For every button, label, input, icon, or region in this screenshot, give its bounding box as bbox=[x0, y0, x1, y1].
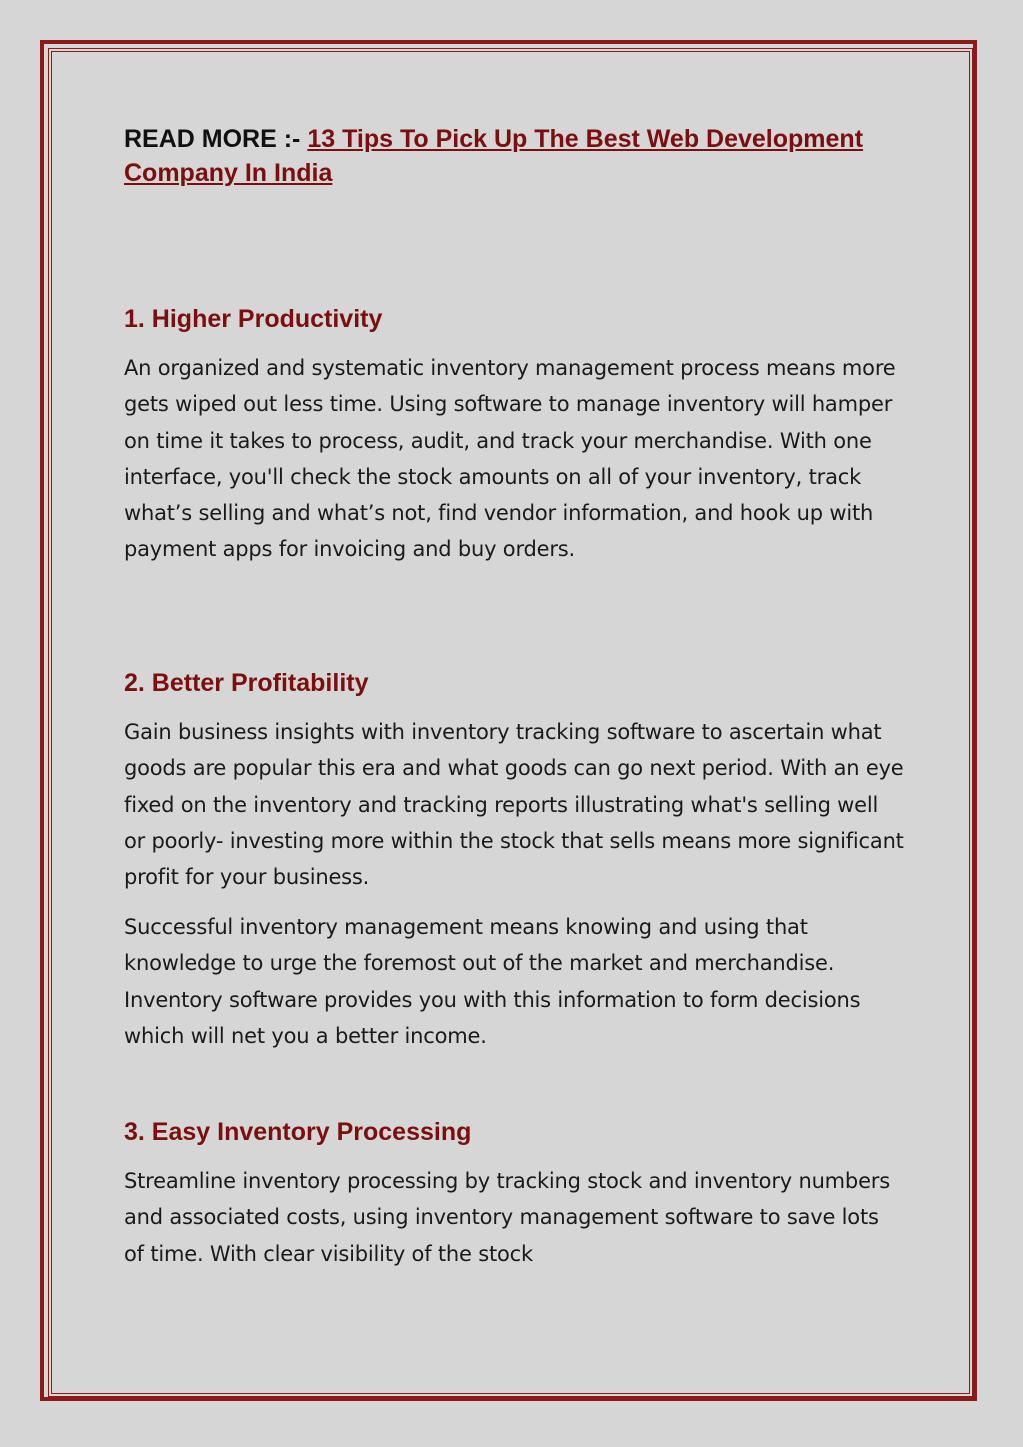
section-heading-higher-productivity: 1. Higher Productivity bbox=[124, 305, 383, 333]
section-heading-easy-inventory-processing: 3. Easy Inventory Processing bbox=[124, 1118, 472, 1146]
read-more-prefix: READ MORE :- bbox=[124, 125, 308, 153]
section-heading-better-profitability: 2. Better Profitability bbox=[124, 669, 369, 697]
read-more-line bbox=[124, 122, 904, 190]
section-paragraph: An organized and systematic inventory management process means more gets wiped out less time. Using software to manage inventory will hamper on time it takes to process, audit, and track your merchandise. With one interface, you'll check the stock amounts on all of your inventory, track what’s selling and what’s not, find vendor information, and hook up with payment apps for invoicing and buy orders. bbox=[124, 356, 896, 562]
section-paragraph: Gain business insights with inventory tracking software to ascertain what goods are popular this era and what goods can go next period. With an eye fixed on the inventory and tracking reports illustrating what's selling well or poorly- investing more within the stock that sells means more significant profit for your business. bbox=[124, 720, 904, 890]
read-more-link[interactable]: 13 Tips To Pick Up The Best Web Development Company In India bbox=[124, 125, 864, 187]
section-paragraph: Successful inventory management means knowing and using that knowledge to urge the foremost out of the market and merchandise. Inventory software provides you with this information to form decisions which will net you a better income. bbox=[124, 915, 861, 1048]
section-paragraph: Streamline inventory processing by tracking stock and inventory numbers and associated costs, using inventory management software to save lots of time. With clear visibility of the stock bbox=[124, 1169, 890, 1266]
document-content bbox=[124, 122, 904, 1266]
